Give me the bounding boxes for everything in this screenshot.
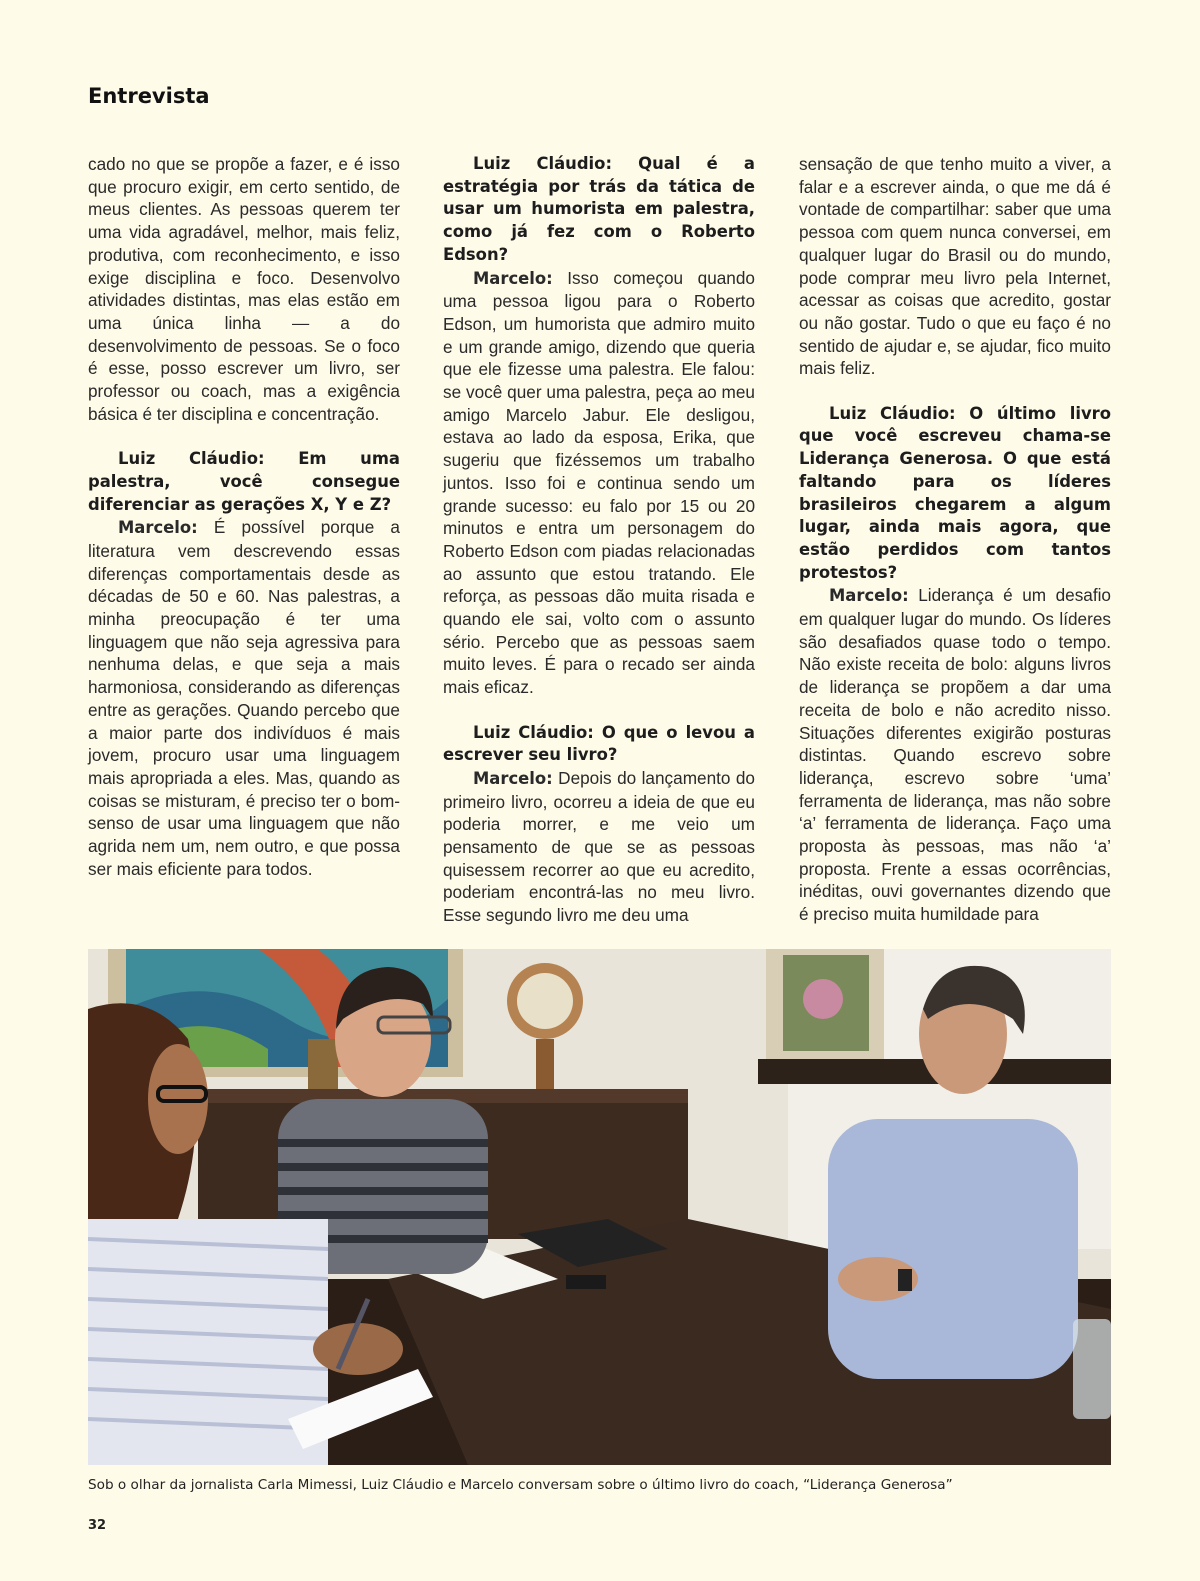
article-column-2 [443,153,755,927]
answer-text: Isso começou quando uma pessoa ligou para o Roberto Edson, um humorista que admiro muito e um grande amigo, dizendo que queria que ele fizesse uma palestra. Ele falou: se você quer uma palestra, peça ao meu amigo Marcelo Jabur. Ele desligou, estava ao lado da esposa, Erika, que sugeriu que fizéssemos um trabalho juntos. Isso foi e continua sendo um grande sucesso: eu falo por 15 ou 20 minutos e entra um personagem do Roberto Edson com piadas relacionadas ao assunto que estou tratando. Ele reforça, as pessoas dão muita risada e quando ele sai, volto com o assunto sério. Percebo que as pessoas saem muito leves. É para o recado ser ainda mais eficaz. [443,267,755,698]
answer-text: Liderança é um desafio em qualquer lugar do mundo. Os líderes são desafiados quase todo o tempo. Não existe receita de bolo: alguns livros de liderança se propõem a dar uma receita de bolo e não acredito nisso. Situações diferentes exigirão posturas distintas. Quando escrevo sobre liderança, escrevo sobre ‘uma’ ferramenta de liderança, mas não sobre ‘a’ ferramenta de liderança. Faço uma proposta às pessoas, mas não ‘a’ proposta. Frente a essas ocorrências, inéditas, ouvi governantes dizendo que é preciso muita humildade para [799,585,1111,925]
answer-text: Depois do lançamento do primeiro livro, ocorreu a ideia de que eu poderia morrer, e me veio um pensamento de que se as pessoas quisessem recorrer ao que eu acredito, poderiam encontrá-las no meu livro. Esse segundo livro me deu uma [443,767,755,926]
article-column-1 [88,153,400,880]
paragraph: cado no que se propõe a fazer, e é isso que procuro exigir, em certo sentido, de meus clientes. As pessoas querem ter uma vida agradável, melhor, mais feliz, produtiva, com reconhecimento, e isso exige disciplina e foco. Desenvolvo atividades distintas, mas elas estão em uma única linha — a do desenvolvimento de pessoas. Se o foco é esse, posso escrever um livro, ser professor ou coach, mas a exigência básica é ter disciplina e concentração. [88,154,400,424]
interview-question: Luiz Cláudio: O que o levou a escrever seu livro? [443,722,755,765]
section-title: Entrevista [88,84,210,108]
speaker-label: Marcelo: [118,518,198,538]
paragraph: sensação de que tenho muito a viver, a falar e a escrever ainda, o que me dá é vontade de compartilhar: saber que uma pessoa com quem nunca conversei, em qualquer lugar do Brasil ou do mundo, pode comprar meu livro pela Internet, acessar as coisas que acredito, gostar ou não gostar. Tudo o que eu faço é no sentido de ajudar e, se ajudar, fico muito mais feliz. [799,154,1111,379]
interview-photo [88,949,1111,1465]
interview-answer [443,767,755,927]
speaker-label: Marcelo: [829,586,909,606]
speaker-label: Marcelo: [473,268,553,288]
interview-answer [443,267,755,699]
answer-text: É possível porque a literatura vem descrevendo essas diferenças comportamentais desde as décadas de 50 e 60. Nas palestras, a minha preocupação é ter uma linguagem que não seja agressiva para nenhuma delas, e que seja a mais harmoniosa, considerando as diferenças entre as gerações. Quando percebo que a maior parte dos indivíduos é mais jovem, procuro usar uma linguagem mais apropriada a eles. Mas, quando as coisas se misturam, é preciso ter o bom-senso de usar uma linguagem que não agrida nem um, nem outro, e que possa ser mais eficiente para todos. [88,517,400,879]
article-column-3 [799,153,1111,926]
photo-caption: Sob o olhar da jornalista Carla Mimessi, Luiz Cláudio e Marcelo conversam sobre o último livro do coach, “Liderança Generosa” [88,1477,953,1493]
page-number: 32 [88,1518,107,1533]
interview-question: Luiz Cláudio: Qual é a estratégia por trás da tática de usar um humorista em palestra, como já fez com o Roberto Edson? [443,154,755,264]
interview-answer [799,584,1111,926]
speaker-label: Marcelo: [473,768,553,788]
interview-answer [88,516,400,880]
interview-question: Luiz Cláudio: O último livro que você escreveu chama-se Liderança Generosa. O que está faltando para os líderes brasileiros chegarem a algum lugar, ainda mais agora, que estão perdidos com tantos protestos? [799,403,1111,582]
interview-question: Luiz Cláudio: Em uma palestra, você consegue diferenciar as gerações X, Y e Z? [88,449,400,514]
